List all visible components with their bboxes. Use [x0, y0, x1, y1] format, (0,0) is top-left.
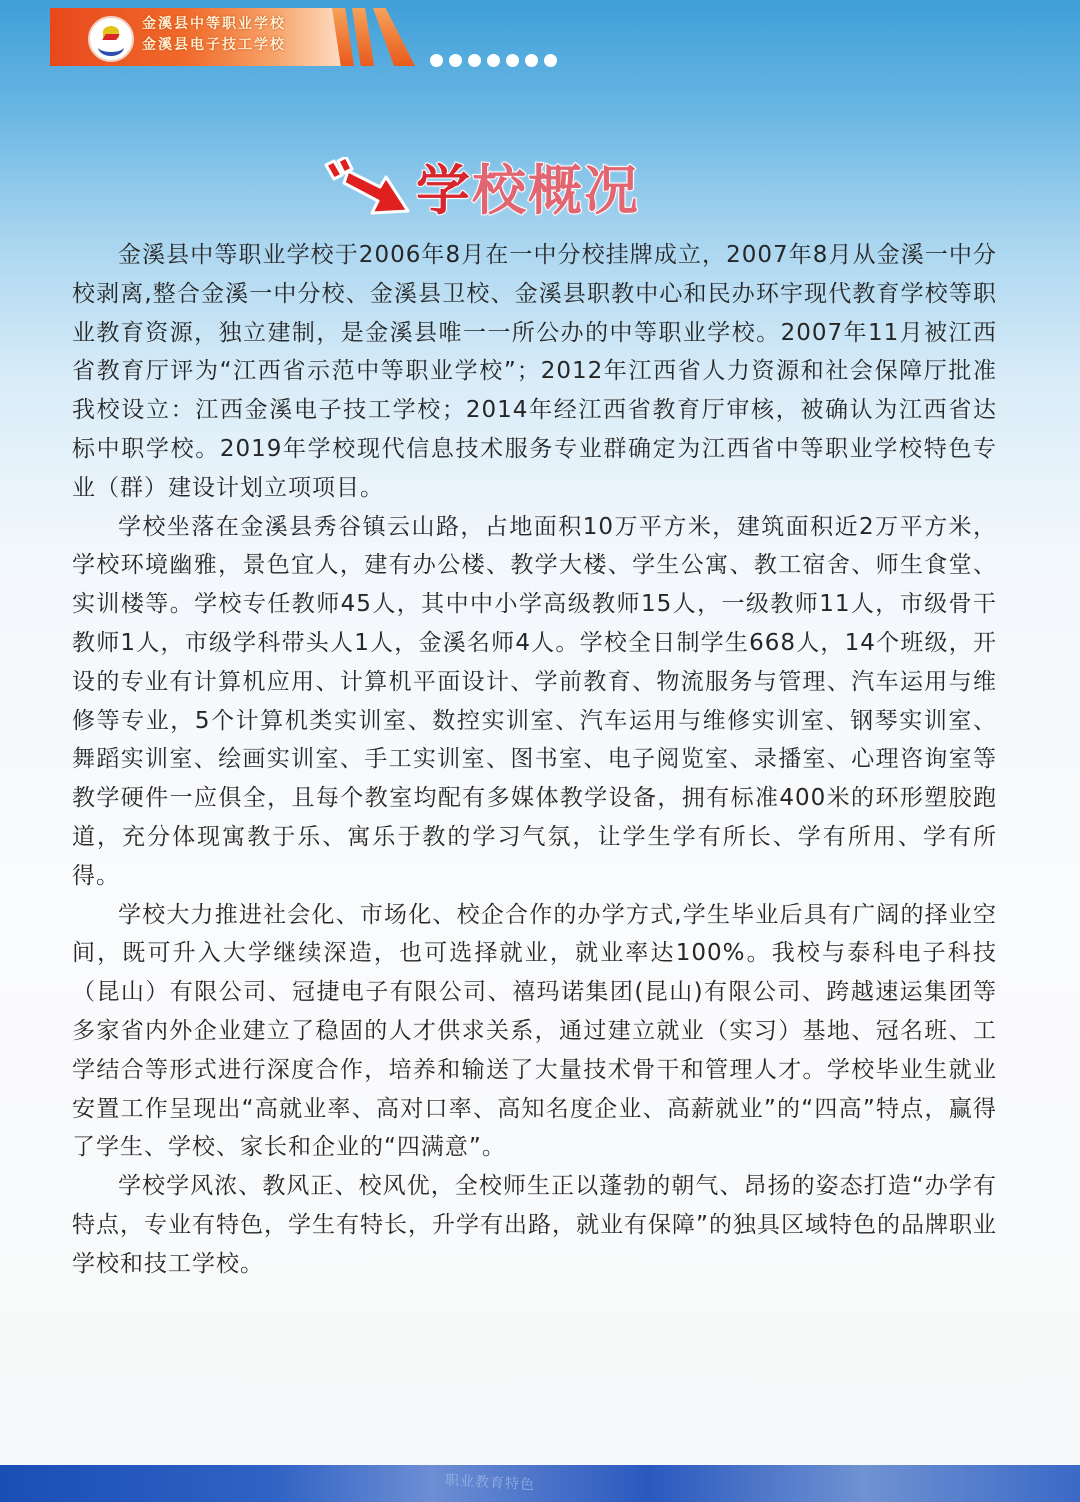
footer-partial-text: 职业教育特色	[444, 1472, 536, 1494]
dot-icon	[544, 54, 557, 67]
paragraph-vision: 学校学风浓、教风正、校风优，全校师生正以蓬勃的朝气、昂扬的姿态打造“办学有特点，专业有特色，学生有特长，升学有出路，就业有保障”的独具区域特色的品牌职业学校和技工学校。	[72, 1173, 997, 1277]
red-arrow-icon	[322, 157, 412, 217]
school-names	[142, 14, 286, 56]
title-rest: 校概况	[472, 159, 640, 222]
dot-icon	[468, 54, 481, 67]
page-heading	[322, 148, 640, 225]
title-first-char: 学	[416, 159, 472, 222]
paragraph-employment: 学校大力推进社会化、市场化、校企合作的办学方式,学生毕业后具有广阔的择业空间，既可升入大学继续深造，也可选择就业，就业率达100%。我校与泰科电子科技（昆山）有限公司、冠捷电子有限公司、禧玛诺集团(昆山)有限公司、跨越速运集团等多家省内外企业建立了稳固的人才供求关系，通过建立就业（实习）基地、冠名班、工学结合等形式进行深度合作，培养和输送了大量技术骨干和管理人才。学校毕业生就业安置工作呈现出“高就业率、高对口率、高知名度企业、高薪就业”的“四高”特点，赢得了学生、学校、家长和企业的“四满意”。	[72, 901, 997, 1161]
school-name-secondary: 金溪县电子技工学校	[142, 37, 286, 53]
banner-stripe	[352, 8, 374, 66]
dot-icon	[525, 54, 538, 67]
dot-icon	[506, 54, 519, 67]
dot-icon	[449, 54, 462, 67]
page-title	[416, 148, 640, 225]
article-body	[72, 236, 997, 1284]
paragraph-campus: 学校坐落在金溪县秀谷镇云山路，占地面积10万平方米，建筑面积近2万平方米，学校环境幽雅，景色宜人，建有办公楼、教学大楼、学生公寓、教工宿舍、师生食堂、实训楼等。学校专任教师45人，其中中小学高级教师15人，一级教师11人，市级骨干教师1人，市级学科带头人1人，金溪名师4人。学校全日制学生668人，14个班级，开设的专业有计算机应用、计算机平面设计、学前教育、物流服务与管理、汽车运用与维修等专业，5个计算机类实训室、数控实训室、汽车运用与维修实训室、钢琴实训室、舞蹈实训室、绘画实训室、手工实训室、图书室、电子阅览室、录播室、心理咨询室等教学硬件一应俱全，且每个教室均配有多媒体教学设备，拥有标准400米的环形塑胶跑道，充分体现寓教于乐、寓乐于教的学习气氛，让学生学有所长、学有所用、学有所得。	[72, 513, 997, 889]
decorative-dots	[430, 54, 557, 67]
dot-icon	[487, 54, 500, 67]
paragraph-history: 金溪县中等职业学校于2006年8月在一中分校挂牌成立，2007年8月从金溪一中分校剥离,整合金溪一中分校、金溪县卫校、金溪县职教中心和民办环宇现代教育学校等职业教育资源，独立建制，是金溪县唯一一所公办的中等职业学校。2007年11月被江西省教育厅评为“江西省示范中等职业学校”；2012年江西省人力资源和社会保障厅批准我校设立：江西金溪电子技工学校；2014年经江西省教育厅审核，被确认为江西省达标中职学校。2019年学校现代信息技术服务专业群确定为江西省中等职业学校特色专业（群）建设计划立项项目。	[72, 242, 997, 501]
footer-photo-band	[0, 1465, 1080, 1502]
school-name-primary: 金溪县中等职业学校	[142, 16, 286, 32]
dot-icon	[430, 54, 443, 67]
banner-stripe	[373, 8, 415, 66]
school-emblem-icon	[88, 16, 134, 62]
